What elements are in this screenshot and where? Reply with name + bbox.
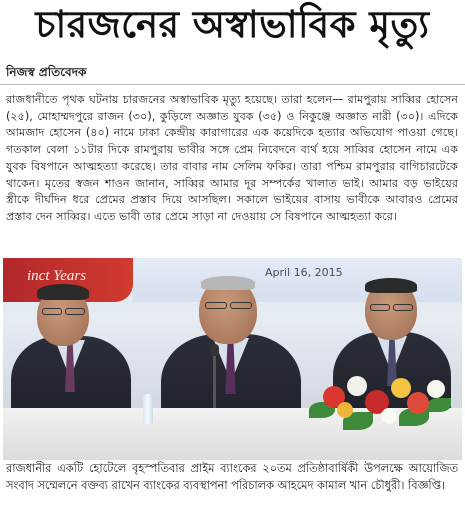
article-body: রাজধানীতে পৃথক ঘটনায় চারজনের অস্বাভাবিক মৃত্যু হয়েছে। তারা হলেন— রামপুরায় সাব্বির হোসেন (২৫), মোহাম্মদপুরে রাজন (৩০), কুড়িলে অজ্ঞাত যুবক (৩৫) ও নিকুঞ্জে অজ্ঞাত নারী (৩০)। এদিকে আমজাদ হোসেন (৪০) নামে ঢাকা কেন্দ্রীয় কারাগারের এক কয়েদিকে হত্যার অভিযোগ পাওয়া গেছে। গতকাল বেলা ১১টার দিকে রামপুরায় ভাবীর সঙ্গে প্রেম নিবেদনে ব্যর্থ হয়ে সাব্বির হোসেন নামে এক যুবক বিষপানে আত্মহত্যা করেছে। তার বাবার নাম সেলিম ফকির। তারা পশ্চিম রামপুরার বাগিচারটেকে থাকেন। মৃতের স্বজন শাওন জানান, সাব্বির আমার দূর সম্পর্কের খালাত ভাই। আমার বড় ভাইয়ের স্ত্রীকে দীর্ঘদিন ধরে প্রেমের প্রস্তাব দিয়ে আসছিল। সকালে ভাইয়ের বাসায় ভাবীকে আবারও প্রেমের প্রস্তাব দেন সাব্বির। এতে ভাবী তার প্রেমে সাড়া না দেওয়ায় সে বিষপানে আত্মহত্যা করে। [6,93,458,223]
byline-divider [0,84,465,85]
photo-caption: রাজধানীর একটি হোটেলে বৃহস্পতিবার প্রাইম ব্যাংকের ২০তম প্রতিষ্ঠাবার্ষিকী উপলক্ষে আয়োজিত সংবাদ সম্মেলনে বক্তব্য রাখেন ব্যাংকের ব্যবস্থাপনা পরিচালক আহমেদ কামাল খান চৌধুরী। বিজ্ঞপ্তি। [6,462,458,492]
headline: চারজনের অস্বাভাবিক মৃত্যু [35,2,430,46]
flower-arrangement [303,368,458,438]
backdrop-date: April 16, 2015 [265,266,343,279]
press-conference-photo [3,258,462,460]
water-bottle [143,394,153,424]
banner-text: inct Years [27,268,87,284]
byline: নিজস্ব প্রতিবেদক [6,65,87,79]
